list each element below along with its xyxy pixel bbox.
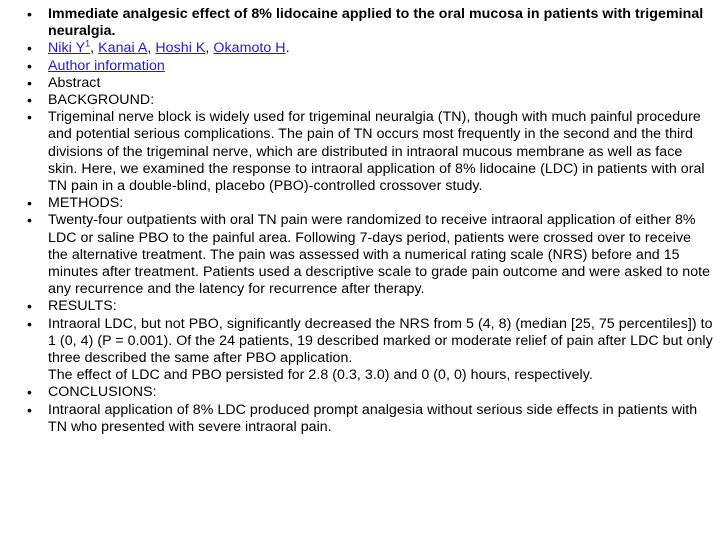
conclusions-heading-item: [0, 384, 720, 401]
conclusions-text-item: [0, 402, 720, 436]
background-text: Trigeminal nerve block is widely used for trigeminal neuralgia (TN), though with much painful procedure and potential serious complications. The pain of TN occurs most frequently in the second and the third divisions of the trigeminal nerve, which are distributed in intraoral mucous membrane as well as face skin. Here, we examined the response to intraoral application of 8% lidocaine (LDC) in patients with oral TN pain in a double-blind, placebo (PBO)-controlled crossover study.: [48, 109, 705, 195]
authors-end: .: [285, 40, 290, 57]
background-text-item: [0, 109, 720, 195]
background-heading: BACKGROUND:: [48, 92, 155, 109]
bullet-icon: •: [27, 109, 32, 126]
bullet-icon: •: [27, 401, 32, 418]
methods-heading-item: [0, 195, 720, 212]
article-title: Immediate analgesic effect of 8% lidocaine applied to the oral mucosa in patients with trigeminal neuralgia.: [48, 6, 704, 40]
bullet-icon: •: [27, 6, 32, 22]
author-link-kanai[interactable]: Kanai A: [98, 40, 148, 57]
bullet-icon: •: [27, 384, 32, 401]
bullet-icon: •: [27, 298, 32, 315]
bullet-icon: •: [27, 195, 32, 212]
results-text-2: The effect of LDC and PBO persisted for 2.8 (0.3, 3.0) and 0 (0, 0) hours, respectively.: [48, 367, 593, 384]
bullet-icon: •: [27, 40, 32, 57]
author-separator: ,: [205, 40, 214, 57]
background-heading-item: [0, 92, 720, 109]
abstract-heading-item: [0, 75, 720, 92]
author-link-niki[interactable]: [48, 40, 90, 56]
methods-text: Twenty-four outpatients with oral TN pain were randomized to receive intraoral application of either 8% LDC or saline PBO to the painful area. Following 7-days period, patients were crossed over to receive the alternative treatment. The pain was assessed with a numerical rating scale (NRS) before and 15 minutes after treatment. Patients used a descriptive scale to grade pain outcome and were asked to note any recurrence and the latency for recurrence after therapy.: [48, 212, 711, 298]
author-information-link[interactable]: Author information: [48, 57, 165, 74]
bullet-icon: •: [27, 92, 32, 109]
author-link-hoshi[interactable]: Hoshi K: [155, 40, 206, 57]
title-item: [0, 6, 720, 40]
author-affiliation-sup: 1: [85, 38, 91, 49]
bullet-icon: •: [27, 315, 32, 332]
authors-item: [0, 40, 720, 57]
author-link-okamoto[interactable]: Okamoto H: [213, 40, 286, 57]
conclusions-heading: CONCLUSIONS:: [48, 384, 157, 401]
bullet-icon: •: [27, 74, 32, 91]
author-separator: ,: [147, 40, 156, 57]
results-heading: RESULTS:: [48, 298, 117, 315]
bullet-icon: •: [27, 57, 32, 74]
author-separator: ,: [90, 40, 99, 57]
bullet-list: [0, 6, 720, 436]
results-heading-item: [0, 298, 720, 315]
abstract-slide: [0, 6, 720, 540]
results-text-1: Intraoral LDC, but not PBO, significantly decreased the NRS from 5 (4, 8) (median [25, 75 percentiles]) to 1 (0, 4) (P = 0.001). Of the 24 patients, 19 described marked or moderate relief of pain after LDC but only three described the same after PBO application.: [48, 315, 713, 367]
conclusions-text: Intraoral application of 8% LDC produced prompt analgesia without serious side effects in patients with TN who presented with severe intraoral pain.: [48, 401, 698, 435]
author-info-item: [0, 58, 720, 75]
abstract-heading: Abstract: [48, 74, 101, 91]
methods-heading: METHODS:: [48, 195, 124, 212]
bullet-icon: •: [27, 212, 32, 229]
methods-text-item: [0, 212, 720, 298]
author-name: Niki Y: [48, 40, 86, 57]
results-text-item: [0, 316, 720, 385]
